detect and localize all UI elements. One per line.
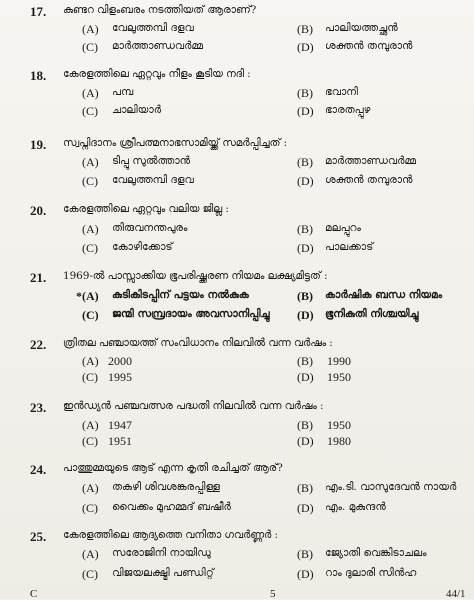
question-text: കേരളത്തിലെ ഏറ്റവും നീളം കൂടിയ നദി : xyxy=(63,68,251,80)
question-text: കേരളത്തിലെ ഏറ്റവും വലിയ ജില്ല : xyxy=(63,203,229,215)
question-text: 1969-ൽ പാസ്സാക്കിയ ഭൂപരിഷ്ക്കരണ നിയമം ലക്ഷ്യമിട്ടത് : xyxy=(63,270,328,282)
question-number: 23. xyxy=(30,400,47,415)
question-number: 19. xyxy=(30,137,47,152)
question-number: 21. xyxy=(30,270,47,285)
question-number: 17. xyxy=(30,4,47,19)
question-number: 18. xyxy=(30,68,47,83)
question-number: 25. xyxy=(30,529,47,544)
page-number: 5 xyxy=(270,588,276,600)
question-number: 24. xyxy=(30,462,47,477)
question-text: ത്രിതല പഞ്ചായത്ത് സംവിധാനം നിലവിൽ വന്ന വർഷം : xyxy=(63,337,333,349)
exam-page: 17. കുണ്ടറ വിളംബരം നടത്തിയത് ആരാണ്? (A) വേലുത്തമ്പി ദളവ (B) പാലിയത്തച്ഛൻ (C) മാർത്താണ്ഡവർമ്മ (D) ശക്തൻ തമ്പുരാൻ 18. കേരളത്തിലെ ഏറ്റവും നീളം കൂടിയ നദി : (A) പമ്പ (B) ഭവാനി (C) ചാലിയാർ (D) ഭാരതപ്പുഴ 19. സ്വപ്നിദാനം ശ്രീപത്മനാഭസാമിയ്ക്ക് സമർപ്പിച്ചത് : (A) ടിപ്പു സുൽത്താൻ (B) മാർത്താണ്ഡവർമ്മ (C) വേലുത്തമ്പി ദളവ (D) ശക്തൻ തമ്പുരാൻ 20. കേരളത്തിലെ ഏറ്റവും വലിയ ജില്ല : (A) തിരുവനന്തപുരം (B) മലപ്പുറം (C) കോഴിക്കോട് (D) പാലക്കാട് 21. 1969-ൽ പാസ്സാക്കിയ ഭൂപരിഷ്ക്കരണ നിയമം ലക്ഷ്യമിട്ടത് : *(A) കുടികിടപ്പിന് പട്ടയം നൽകുക (B) കാർഷിക ബന്ധ നിയമം (C) ജന്മി സമ്പ്രദായം അവസാനിപ്പിച്ചു (D) ഭൂനികുതി നിശ്ചയിച്ചു 22. ത്രിതല പഞ്ചായത്ത് സംവിധാനം നിലവിൽ വന്ന വർഷം : (A) 2000 (B) 1990 (C) 1995 (D) 1950 23. ഇൻഡ്യൻ പഞ്ചവത്സര പദ്ധതി നിലവിൽ വന്ന വർഷം : (A) 1947 (B) 1950 (C) 1951 (D) 1980 24. പാത്തുമ്മയുടെ ആട് എന്ന കൃതി രചിച്ചത് ആര്? (A) തകഴി ശിവശങ്കരപ്പിള്ള (B) എം.ടി. വാസുദേവൻ നായർ (C) വൈക്കം മുഹമ്മദ് ബഷീർ (D) എം. മുകുന്ദൻ 25. കേരളത്തിലെ ആദ്യത്തെ വനിതാ ഗവർണ്ണർ : (A) സരോജിനി നായിഡു (B) ജ്യോതി വെങ്കിടാചലം (C) വിജയലക്ഷ്മി പണ്ഡിറ്റ് (D) റാം ദുലാരി സിൻഹ C 5 44/1 xyxy=(0,0,474,599)
question-text: പാത്തുമ്മയുടെ ആട് എന്ന കൃതി രചിച്ചത് ആര്? xyxy=(63,462,283,474)
footer-code-left: C xyxy=(30,588,38,600)
question-text: കുണ്ടറ വിളംബരം നടത്തിയത് ആരാണ്? xyxy=(63,4,257,16)
question-text: സ്വപ്നിദാനം ശ്രീപത്മനാഭസാമിയ്ക്ക് സമർപ്പിച്ചത് : xyxy=(63,137,288,149)
footer-code-right: 44/1 xyxy=(446,588,466,600)
question-text: ഇൻഡ്യൻ പഞ്ചവത്സര പദ്ധതി നിലവിൽ വന്ന വർഷം : xyxy=(63,400,324,412)
question-text: കേരളത്തിലെ ആദ്യത്തെ വനിതാ ഗവർണ്ണർ : xyxy=(63,529,278,541)
question-number: 22. xyxy=(30,337,47,352)
question-number: 20. xyxy=(30,203,47,218)
